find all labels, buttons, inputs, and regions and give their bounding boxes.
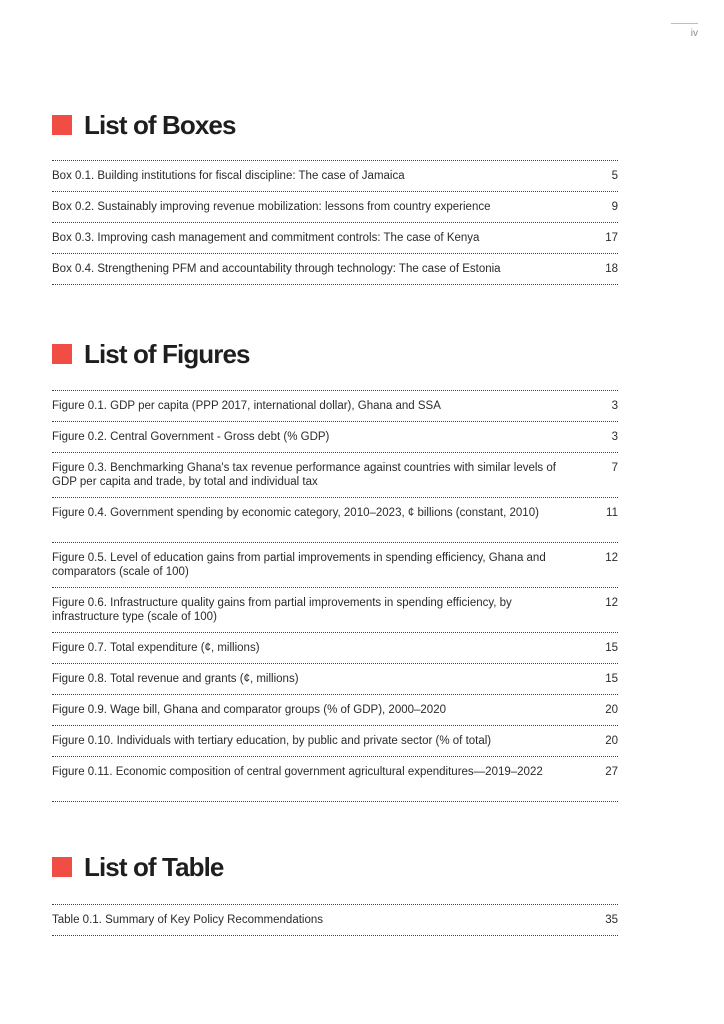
entry-title: Figure 0.1. GDP per capita (PPP 2017, international dollar), Ghana and SSA [52,400,441,412]
entry-page: 9 [611,201,618,213]
tables-list [52,904,618,936]
tables-section [52,852,618,926]
figures-list [52,390,618,802]
figures-section [52,339,618,778]
heading-square-icon [52,344,72,364]
boxes-list [52,160,618,285]
entry-title: Box 0.3. Improving cash management and commitment controls: The case of Kenya [52,232,480,244]
entry-title: Figure 0.3. Benchmarking Ghana's tax revenue performance against countries with similar levels of GDP per capita and trade, by total and individual tax [52,462,556,488]
entry-page: 17 [605,232,618,244]
boxes-section [52,110,618,275]
list-entry-box-0-1[interactable] [52,161,618,192]
list-entry-table-0-1[interactable] [52,905,618,936]
boxes-heading [52,110,618,140]
entry-page: 20 [605,735,618,747]
entry-title: Table 0.1. Summary of Key Policy Recommendations [52,914,324,926]
entry-title: Figure 0.6. Infrastructure quality gains from partial improvements in spending efficiency, by infrastructure type (scale of 100) [52,597,512,623]
page-number-rule [671,23,698,24]
entry-title: Figure 0.8. Total revenue and grants (¢, millions) [52,673,299,685]
list-entry-box-0-2[interactable] [52,192,618,223]
list-entry-figure-0-8[interactable] [52,664,618,695]
heading-square-icon [52,115,72,135]
list-entry-figure-0-7[interactable] [52,633,618,664]
entry-title: Box 0.4. Strengthening PFM and accountability through technology: The case of Estonia [52,263,501,275]
list-entry-box-0-4[interactable] [52,254,618,285]
list-entry-figure-0-6[interactable] [52,588,618,633]
boxes-heading-text: List of Boxes [84,110,236,140]
list-entry-figure-0-3[interactable] [52,453,618,498]
heading-square-icon [52,857,72,877]
entry-title: Box 0.1. Building institutions for fiscal discipline: The case of Jamaica [52,170,405,182]
figures-heading [52,339,618,369]
entry-page: 18 [605,263,618,275]
tables-heading-text: List of Table [84,852,224,882]
list-entry-figure-0-2[interactable] [52,422,618,453]
list-entry-box-0-3[interactable] [52,223,618,254]
entry-page: 12 [605,597,618,609]
entry-page: 3 [611,431,618,443]
entry-page: 15 [605,642,618,654]
entry-page: 11 [606,507,618,519]
entry-page: 3 [611,400,618,412]
page-number: iv [690,28,698,39]
entry-title: Figure 0.5. Level of education gains from partial improvements in spending efficiency, Ghana and comparators (scale of 100) [52,552,546,578]
entry-title: Figure 0.10. Individuals with tertiary education, by public and private sector (% of total) [52,735,492,747]
entry-title: Figure 0.9. Wage bill, Ghana and comparator groups (% of GDP), 2000–2020 [52,704,446,716]
list-entry-figure-0-9[interactable] [52,695,618,726]
list-entry-figure-0-1[interactable] [52,391,618,422]
entry-title: Figure 0.11. Economic composition of central government agricultural expenditures—2019–2022 [52,766,543,778]
entry-page: 27 [605,766,618,778]
tables-heading [52,852,618,882]
entry-title: Figure 0.4. Government spending by economic category, 2010–2023, ¢ billions (constant, 2010) [52,507,539,519]
entry-title: Box 0.2. Sustainably improving revenue mobilization: lessons from country experience [52,201,491,213]
entry-page: 35 [605,914,618,926]
list-entry-figure-0-10[interactable] [52,726,618,757]
entry-title: Figure 0.2. Central Government - Gross debt (% GDP) [52,431,330,443]
entry-title: Figure 0.7. Total expenditure (¢, millions) [52,642,260,654]
list-entry-figure-0-4[interactable] [52,498,618,543]
entry-page: 5 [611,170,618,182]
figures-heading-text: List of Figures [84,339,250,369]
entry-page: 12 [605,552,618,564]
entry-page: 7 [611,462,618,474]
entry-page: 15 [605,673,618,685]
entry-page: 20 [605,704,618,716]
list-entry-figure-0-5[interactable] [52,543,618,588]
list-entry-figure-0-11[interactable] [52,757,618,802]
